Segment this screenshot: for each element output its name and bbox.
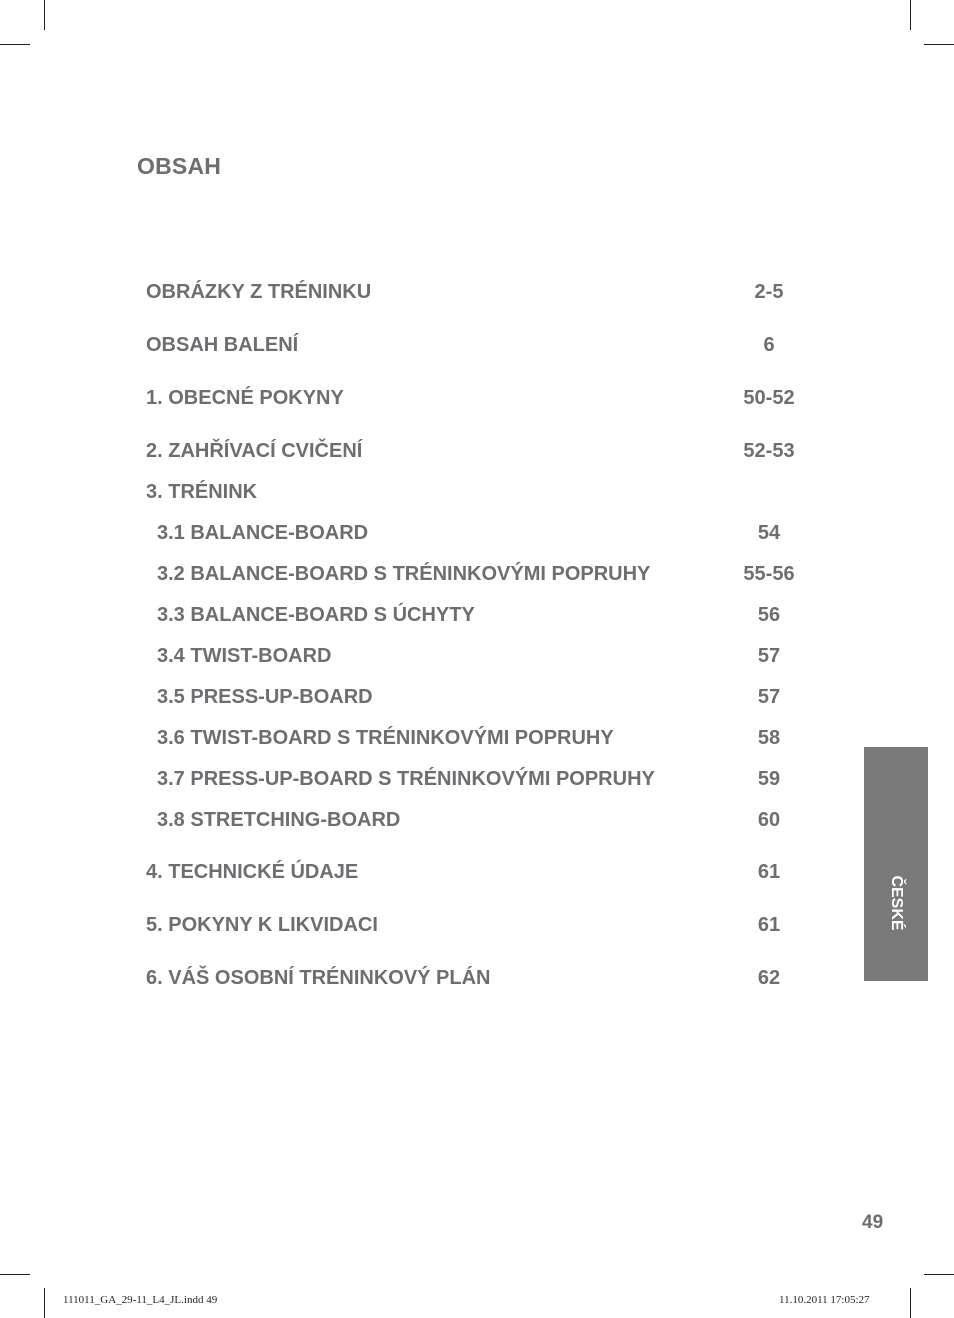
toc-entry-label: 5. POKYNY K LIKVIDACI bbox=[146, 914, 378, 936]
toc-subentry[interactable] bbox=[146, 768, 836, 794]
crop-mark bbox=[44, 0, 45, 30]
toc-section-heading[interactable] bbox=[146, 481, 836, 507]
toc-entry-page: 6 bbox=[763, 334, 775, 356]
toc-entry-label: 3.7 PRESS-UP-BOARD S TRÉNINKOVÝMI POPRUHY bbox=[157, 768, 655, 790]
toc-subentry[interactable] bbox=[146, 604, 836, 630]
toc-entry-page: 57 bbox=[757, 686, 781, 708]
toc-entry-page: 57 bbox=[757, 645, 781, 667]
toc-entry-label: 3.6 TWIST-BOARD S TRÉNINKOVÝMI POPRUHY bbox=[157, 727, 614, 749]
toc-entry-label: 6. VÁŠ OSOBNÍ TRÉNINKOVÝ PLÁN bbox=[146, 967, 491, 989]
toc-entry-label: 3.2 BALANCE-BOARD S TRÉNINKOVÝMI POPRUHY bbox=[157, 563, 651, 585]
toc-subentry[interactable] bbox=[146, 563, 836, 589]
crop-mark bbox=[44, 1288, 45, 1318]
toc-entry-page: 56 bbox=[757, 604, 781, 626]
toc-entry-label: 2. ZAHŘÍVACÍ CVIČENÍ bbox=[146, 440, 363, 462]
toc-entry-page: 54 bbox=[757, 522, 781, 544]
toc-subentry[interactable] bbox=[146, 686, 836, 712]
page-title: OBSAH bbox=[137, 153, 222, 179]
toc-entry[interactable] bbox=[146, 440, 836, 466]
toc-subentry[interactable] bbox=[146, 727, 836, 753]
toc-entry-label: 3. TRÉNINK bbox=[146, 481, 258, 503]
print-slug-timestamp: 11.10.2011 17:05:27 bbox=[779, 1294, 870, 1306]
toc-entry-page: 62 bbox=[757, 967, 781, 989]
toc-entry[interactable] bbox=[146, 914, 836, 940]
toc-entry-label: OBRÁZKY Z TRÉNINKU bbox=[146, 281, 372, 303]
toc-entry-label: 4. TECHNICKÉ ÚDAJE bbox=[146, 861, 359, 883]
toc-entry-page: 55-56 bbox=[743, 563, 795, 585]
page-number: 49 bbox=[862, 1212, 884, 1233]
toc-subentry[interactable] bbox=[146, 645, 836, 671]
toc-entry-page: 61 bbox=[757, 914, 781, 936]
toc-subentry[interactable] bbox=[146, 809, 836, 835]
crop-mark bbox=[924, 44, 954, 45]
toc-entry-label: 3.4 TWIST-BOARD bbox=[157, 645, 332, 667]
toc-entry-label: 1. OBECNÉ POKYNY bbox=[146, 387, 344, 409]
toc-entry[interactable] bbox=[146, 861, 836, 887]
crop-mark bbox=[0, 1274, 30, 1275]
language-tab[interactable] bbox=[864, 747, 928, 981]
crop-mark bbox=[910, 1288, 911, 1318]
toc-entry-page: 61 bbox=[757, 861, 781, 883]
toc-entry[interactable] bbox=[146, 387, 836, 413]
print-slug-filename: 111011_GA_29-11_L4_JL.indd 49 bbox=[63, 1294, 218, 1306]
toc-entry-label: 3.5 PRESS-UP-BOARD bbox=[157, 686, 373, 708]
toc-entry-page: 59 bbox=[757, 768, 781, 790]
toc-entry-page: 2-5 bbox=[754, 281, 784, 303]
toc-entry-label: 3.8 STRETCHING-BOARD bbox=[157, 809, 401, 831]
toc-entry-page: 58 bbox=[757, 727, 781, 749]
toc-entry-label: 3.1 BALANCE-BOARD bbox=[157, 522, 369, 544]
toc-entry[interactable] bbox=[146, 967, 836, 993]
crop-mark bbox=[910, 0, 911, 30]
toc-entry[interactable] bbox=[146, 334, 836, 360]
toc-subentry[interactable] bbox=[146, 522, 836, 548]
crop-mark bbox=[0, 44, 30, 45]
toc-entry[interactable] bbox=[146, 281, 836, 307]
language-tab-label: ČESKÉ bbox=[888, 875, 905, 931]
toc-entry-label: 3.3 BALANCE-BOARD S ÚCHYTY bbox=[157, 604, 475, 626]
crop-mark bbox=[924, 1274, 954, 1275]
toc-entry-page: 52-53 bbox=[743, 440, 795, 462]
toc-entry-label: OBSAH BALENÍ bbox=[146, 334, 299, 356]
toc-entry-page: 50-52 bbox=[743, 387, 795, 409]
toc-entry-page: 60 bbox=[757, 809, 781, 831]
